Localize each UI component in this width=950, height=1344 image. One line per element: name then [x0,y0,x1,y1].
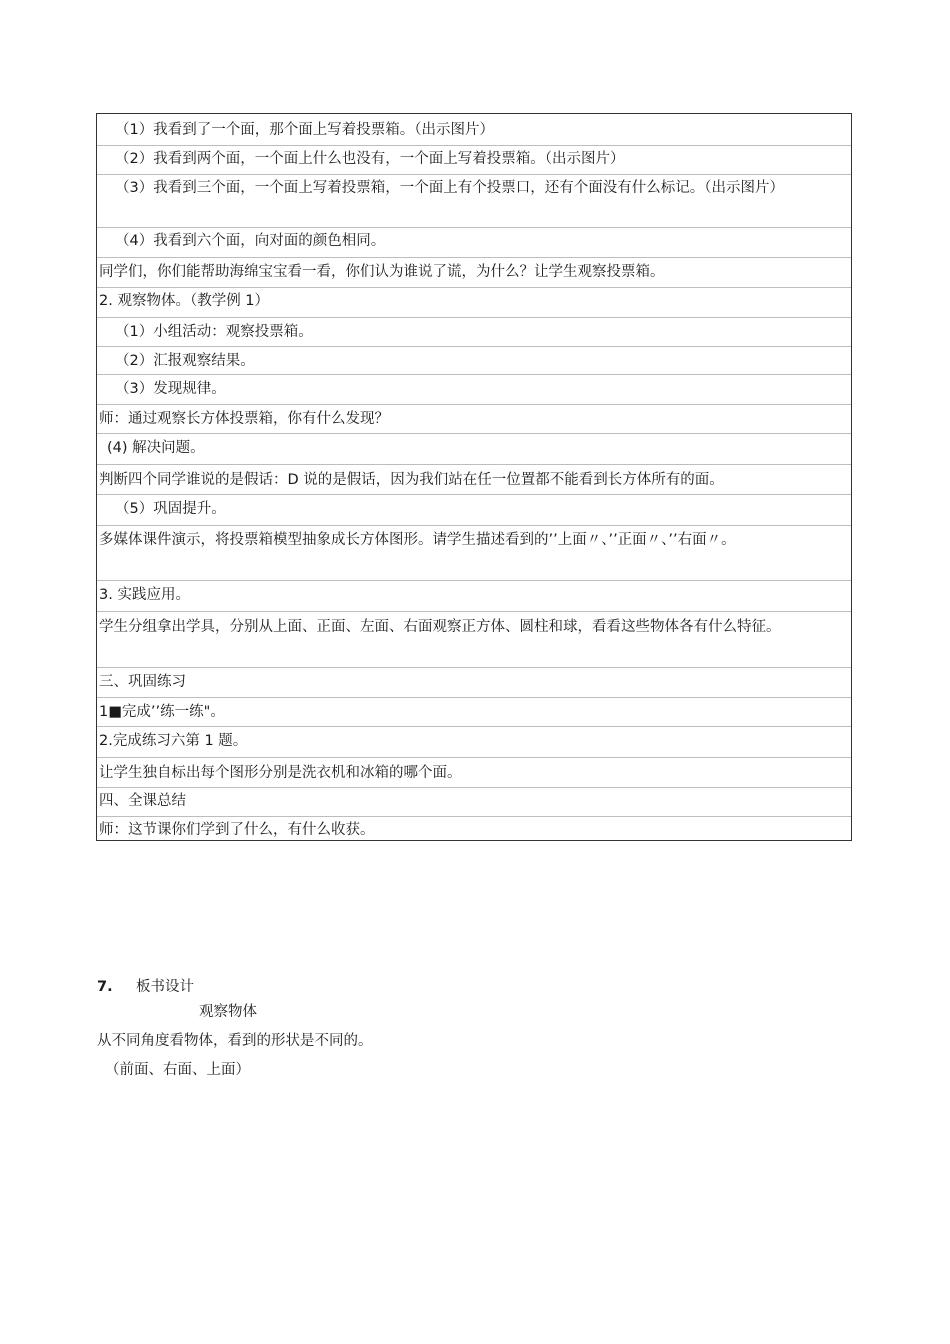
multimedia-demo: 多媒体课件演示，将投票箱模型抽象成长方体图形。请学生描述看到的’’上面〃、’’正面〃、’’右面〃。 [99,532,736,548]
teacher-question: 师：通过观察长方体投票箱，你有什么发现？ [99,411,389,427]
divider [97,726,851,727]
judgement: 判断四个同学谁说的是假话：D 说的是假话，因为我们站在任一位置都不能看到长方体所有的面。 [99,472,724,488]
board-design-line-2: （前面、右面、上面） [105,1062,250,1078]
sub-step-1: （1）小组活动：观察投票箱。 [115,324,313,340]
divider [97,697,851,698]
step-4: （4）我看到六个面，向对面的颜色相同。 [115,233,386,249]
divider [97,494,851,495]
divider [97,346,851,347]
divider [97,757,851,758]
exercise-1: 1■完成’’练一练"。 [99,704,225,720]
lesson-steps [97,114,851,840]
divider [97,317,851,318]
summary: 师：这节课你们学到了什么，有什么收获。 [99,822,375,838]
sub-step-5: （5）巩固提升。 [115,501,226,517]
divider [97,525,851,526]
divider [97,287,851,288]
section-consolidation-heading: 三、巩固练习 [99,674,186,690]
board-design-heading: 板书设计 [136,979,194,995]
step-1: （1）我看到了一个面，那个面上写着投票箱。（出示图片） [115,122,494,138]
exercise-3: 让学生独自标出每个图形分别是洗衣机和冰箱的哪个面。 [99,765,462,781]
step-2: （2）我看到两个面，一个面上什么也没有，一个面上写着投票箱。（出示图片） [115,151,625,167]
divider [97,374,851,375]
step-3: （3）我看到三个面，一个面上写着投票箱，一个面上有个投票口，还有个面没有什么标记。（出示图片） [115,180,784,196]
divider [97,816,851,817]
exercise-2: 2.完成练习六第 1 题。 [99,733,248,749]
divider [97,611,851,612]
divider [97,787,851,788]
board-design-number: 7. [97,979,113,995]
divider [97,174,851,175]
divider [97,404,851,405]
section-3-heading: 3. 实践应用。 [99,587,190,603]
sub-step-3: （3）发现规律。 [115,381,226,397]
board-design-title: 观察物体 [199,1004,257,1020]
divider [97,257,851,258]
divider [97,580,851,581]
divider [97,227,851,228]
divider [97,667,851,668]
lesson-process-table [96,113,852,841]
step-question: 同学们，你们能帮助海绵宝宝看一看，你们认为谁说了谎，为什么？让学生观察投票箱。 [99,264,665,280]
sub-step-4: (4) 解决问题。 [107,440,205,456]
section-2-heading: 2. 观察物体。（教学例 1） [99,293,270,309]
divider [97,464,851,465]
board-design-line-1: 从不同角度看物体，看到的形状是不同的。 [97,1033,373,1049]
divider [97,433,851,434]
sub-step-2: （2）汇报观察结果。 [115,353,255,369]
section-summary-heading: 四、全课总结 [99,793,186,809]
divider [97,145,851,146]
practice-activity: 学生分组拿出学具，分别从上面、正面、左面、右面观察正方体、圆柱和球，看看这些物体各有什么特征。 [99,619,781,635]
